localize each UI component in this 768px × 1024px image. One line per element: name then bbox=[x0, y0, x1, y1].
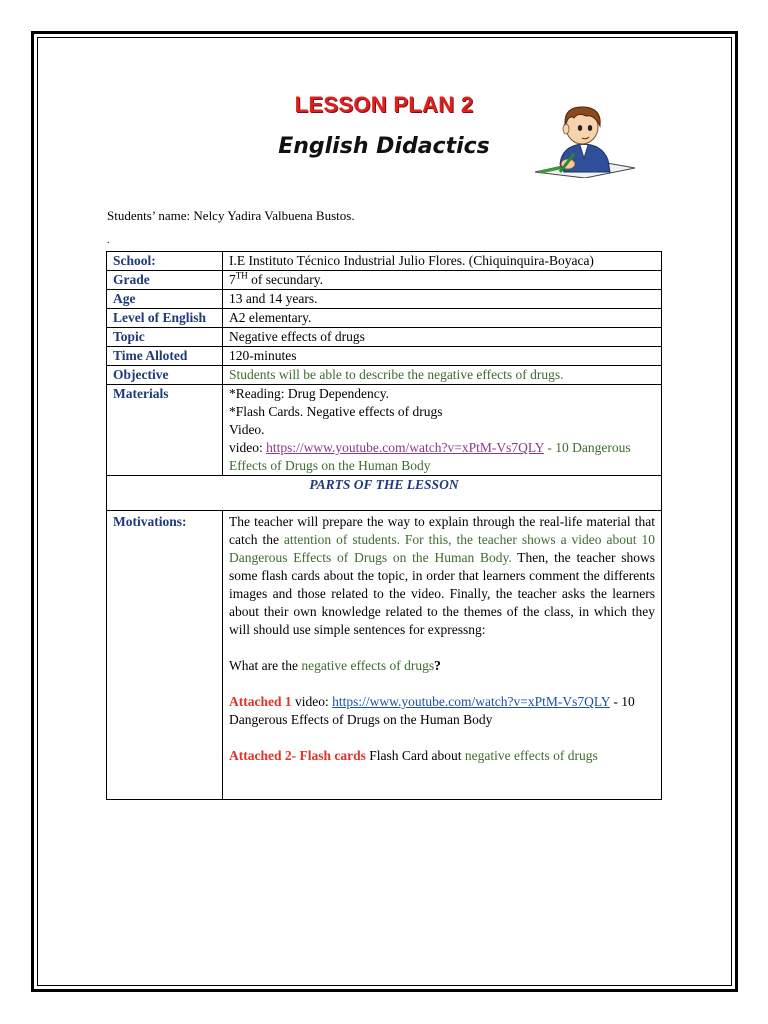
grade-rest: of secundary. bbox=[247, 272, 323, 287]
materials-value bbox=[223, 385, 662, 476]
materials-video-prefix: video: bbox=[229, 440, 267, 455]
motivations-label: Motivations: bbox=[107, 511, 223, 800]
motivations-text-a: The teacher will prepare the way to explain through the real-life material that catch the bbox=[229, 514, 655, 547]
materials-video-link[interactable]: https://www.youtube.com/watch?v=xPtM-Vs7QLY bbox=[266, 440, 544, 455]
objective-label: Objective bbox=[107, 366, 223, 385]
objective-value: Students will be able to describe the negative effects of drugs. bbox=[223, 366, 662, 385]
grade-label: Grade bbox=[107, 271, 223, 290]
time-label: Time Alloted bbox=[107, 347, 223, 366]
motivations-question bbox=[229, 657, 655, 675]
attached-2 bbox=[229, 747, 655, 765]
table-row-objective bbox=[107, 366, 662, 385]
grade-value bbox=[223, 271, 662, 290]
materials-line-video: Video. bbox=[229, 422, 265, 437]
table-row-materials bbox=[107, 385, 662, 476]
table-row-parts bbox=[107, 476, 662, 511]
question-text-a: What are the bbox=[229, 658, 302, 673]
grade-number: 7 bbox=[229, 272, 236, 287]
time-value: 120-minutes bbox=[223, 347, 662, 366]
attached-1 bbox=[229, 693, 655, 729]
topic-value: Negative effects of drugs bbox=[223, 328, 662, 347]
page-title: LESSON PLAN 2 bbox=[294, 92, 474, 117]
age-value: 13 and 14 years. bbox=[223, 290, 662, 309]
stray-dot: . bbox=[107, 235, 110, 246]
motivations-text-b: Then, the teacher shows some flash cards about the topic, in order that learners comment the differents images and those related to the video. Finally, the teacher asks the learners about their own knowledge related to the themes of the class, in which they will should use simple sentences for expressng: bbox=[229, 550, 655, 637]
students-name-line: Students’ name: Nelcy Yadira Valbuena Bustos. bbox=[107, 208, 355, 223]
question-text-green: negative effects of drugs bbox=[301, 658, 435, 673]
attached-2-label: Attached 2- Flash cards bbox=[229, 748, 366, 763]
attached-1-label: Attached 1 bbox=[229, 694, 292, 709]
question-mark: ? bbox=[434, 658, 441, 673]
motivations-value bbox=[223, 511, 662, 800]
level-label: Level of English bbox=[107, 309, 223, 328]
materials-label: Materials bbox=[107, 385, 223, 476]
table-row-age bbox=[107, 290, 662, 309]
materials-video-suffix: - 10 Dangerous Effects of Drugs on the Human Body bbox=[229, 440, 631, 473]
attached-2-green: negative effects of drugs bbox=[464, 748, 598, 763]
school-label: School: bbox=[107, 252, 223, 271]
lesson-plan-table bbox=[106, 251, 662, 800]
table-row-time bbox=[107, 347, 662, 366]
materials-line-flashcards: *Flash Cards. Negative effects of drugs bbox=[229, 404, 443, 419]
page-subtitle: English Didactics bbox=[278, 134, 490, 159]
grade-superscript: TH bbox=[235, 270, 248, 281]
age-label: Age bbox=[107, 290, 223, 309]
table-row-grade bbox=[107, 271, 662, 290]
student-writing-illustration bbox=[530, 102, 640, 178]
level-value: A2 elementary. bbox=[223, 309, 662, 328]
attached-1-prefix: video: bbox=[291, 694, 333, 709]
table-row-topic bbox=[107, 328, 662, 347]
attached-1-suffix: - 10 Dangerous Effects of Drugs on the Human Body bbox=[229, 694, 635, 727]
table-row-level bbox=[107, 309, 662, 328]
materials-video-line bbox=[229, 439, 655, 475]
motivations-text-green: attention of students. For this, the teacher shows a video about 10 Dangerous Effects of Drugs on the Human Body. bbox=[229, 532, 655, 565]
table-row-school bbox=[107, 252, 662, 271]
table-row-motivations bbox=[107, 511, 662, 800]
topic-label: Topic bbox=[107, 328, 223, 347]
school-value: I.E Instituto Técnico Industrial Julio Flores. (Chiquinquira-Boyaca) bbox=[223, 252, 662, 271]
attached-1-link[interactable]: https://www.youtube.com/watch?v=xPtM-Vs7QLY bbox=[332, 694, 610, 709]
materials-line-reading: *Reading: Drug Dependency. bbox=[229, 386, 389, 401]
attached-2-text: Flash Card about bbox=[365, 748, 465, 763]
parts-of-lesson-heading: PARTS OF THE LESSON bbox=[107, 476, 662, 511]
motivations-paragraph bbox=[229, 513, 655, 639]
